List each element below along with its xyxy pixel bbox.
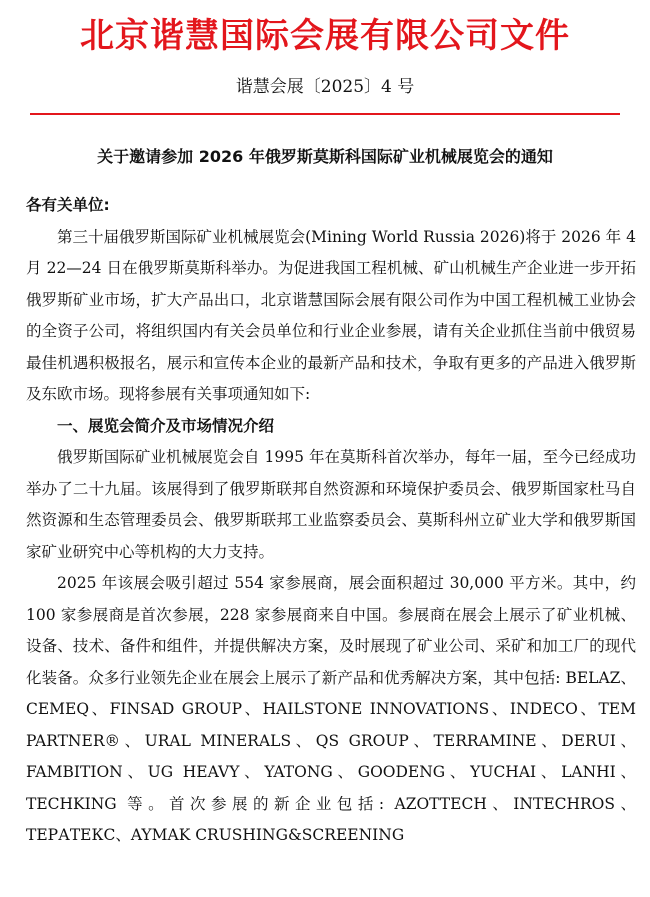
section-heading-1: 一、展览会简介及市场情况介绍 <box>57 416 275 435</box>
paragraph-history: 俄罗斯国际矿业机械展览会自 1995 年在莫斯科首次举办，每年一届，至今已经成功举办了二十九届。该展得到了俄罗斯联邦自然资源和环境保护委员会、俄罗斯国家杜马自然资源和生态管理委员会、俄罗斯联邦工业监察委员会、莫斯科州立矿业大学和俄罗斯国家矿业研究中心等机构的大力支持。 <box>26 448 636 561</box>
document-body <box>26 190 636 852</box>
red-divider-line <box>30 113 620 115</box>
header-title: 北京谐慧国际会展有限公司文件 <box>80 16 570 56</box>
notice-title: 关于邀请参加 2026 年俄罗斯莫斯科国际矿业机械展览会的通知 <box>97 147 553 166</box>
document-number: 谐慧会展〔2025〕4 号 <box>235 77 415 97</box>
paragraph-statistics: 2025 年该展会吸引超过 554 家参展商，展会面积超过 30,000 平方米。其中，约 100 家参展商是首次参展，228 家参展商来自中国。参展商在展会上展示了矿业机械、设备、技术、备件和组件，并提供解决方案，及时展现了矿业公司、采矿和加工厂的现代化装备。众多行业领先企业在展会上展示了新产品和优秀解决方案，其中包括: BELAZ、CEMEQ、FINSAD GROUP、HAILSTONE INNOVATIONS、INDECO、TEM PARTNER®、URAL MINERALS、QS GROUP、TERRAMINE、DERUI、FAMBITION、UG HEAVY、YATONG、GOODENG、YUCHAI、LANHI、TECHKING 等。首次参展的新企业包括: AZOTTECH、INTECHROS、ТЕРАТЕКС、AYMAK CRUSHING&SCREENING <box>26 574 636 844</box>
paragraph-intro: 第三十届俄罗斯国际矿业机械展览会(Mining World Russia 2026)将于 2026 年 4 月 22—24 日在俄罗斯莫斯科举办。为促进我国工程机械、矿山机械生产企业进一步开拓俄罗斯矿业市场，扩大产品出口，北京谐慧国际会展有限公司作为中国工程机械工业协会的全资子公司，将组织国内有关会员单位和行业企业参展，请有关企业抓住当前中俄贸易最佳机遇积极报名，展示和宣传本企业的最新产品和技术，争取有更多的产品进入俄罗斯及东欧市场。现将参展有关事项通知如下: <box>26 227 636 403</box>
salutation: 各有关单位: <box>26 196 110 214</box>
